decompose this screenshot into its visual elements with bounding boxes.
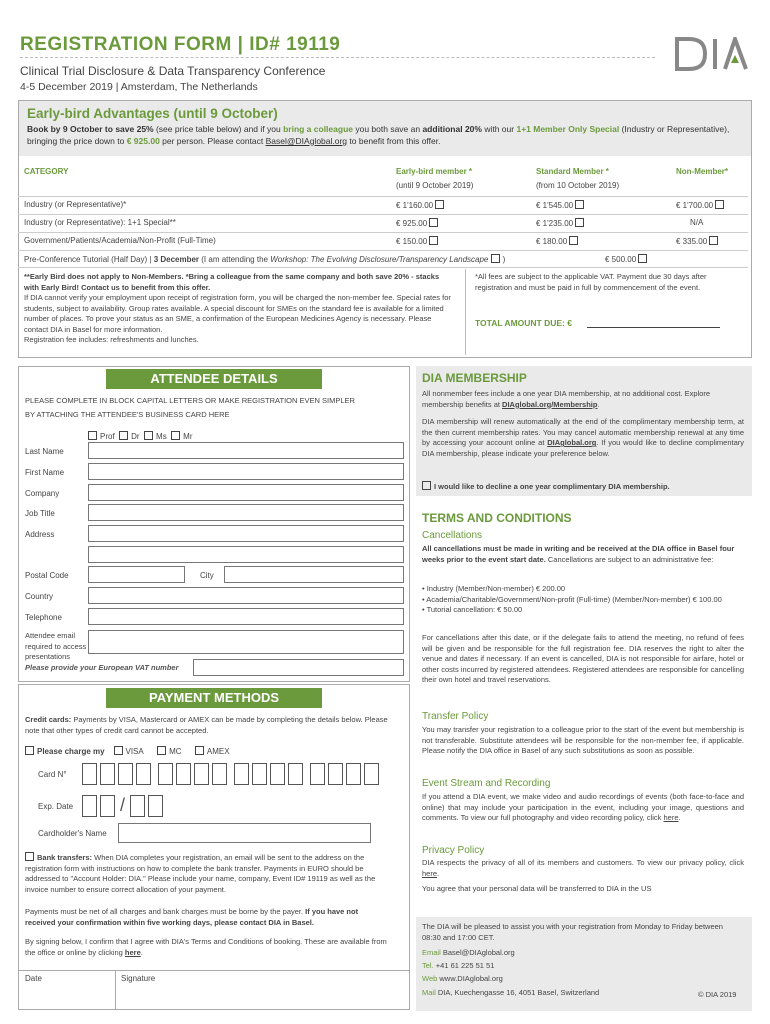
col-standard-sub: (from 10 October 2019) bbox=[536, 181, 620, 190]
recording-policy-link[interactable]: here bbox=[663, 813, 679, 822]
telephone-label: Telephone bbox=[25, 613, 62, 622]
postal-code-label: Postal Code bbox=[25, 571, 69, 580]
row-label: Government/Patients/Academia/Non-Profit (Full-Time) bbox=[24, 236, 216, 245]
privacy-heading: Privacy Policy bbox=[422, 845, 485, 856]
price-non-gov[interactable]: € 335.00 bbox=[676, 236, 721, 248]
payment-title: PAYMENT METHODS bbox=[106, 688, 322, 708]
cancellation-after: For cancellations after this date, or if the delegate fails to attend the meeting, no refund of fees will be given and be responsible for the full registration fee. DIA reserves the right to alter the venue and dates if necessary. If an event is cancelled, DIA is not responsible for airfare, hotel or other costs incurred by registered attendees. Registered attendees are responsible for cancelling their own hotel and travel reservations. bbox=[422, 633, 744, 684]
early-bird-title: Early-bird Advantages (until 9 October) bbox=[27, 106, 278, 121]
terms-title: TERMS AND CONDITIONS bbox=[422, 511, 572, 525]
col-non-member: Non-Member* bbox=[676, 167, 729, 176]
membership-text-2: DIA membership will renew automatically at the end of the complimentary membership term, at the then current membership rates. You may cancel automatic membership renewal at any time by accessing your account online at DIAglobal.org. If you would like to decline complimentary DIA membership, please indicate your preference below. bbox=[422, 417, 744, 458]
cancellations-text: All cancellations must be made in writing and be received at the DIA office in Basel four weeks prior to the event start date. Cancellations are subject to an administrative fee: bbox=[422, 544, 735, 564]
contact-mail: Mail DIA, Kuechengasse 16, 4051 Basel, Switzerland bbox=[422, 988, 600, 997]
cardholder-input[interactable] bbox=[118, 823, 371, 843]
transfer-heading: Transfer Policy bbox=[422, 711, 489, 722]
credit-cards-text: Credit cards: Payments by VISA, Mastercard or AMEX can be made by completing the details below. Please note that other types of credit card cannot be accepted. bbox=[25, 715, 388, 735]
terms-agreement: By signing below, I confirm that I agree with DIA's Terms and Conditions of booking. These are available from the office or online by clicking here. bbox=[25, 937, 387, 957]
notes: **Early Bird does not apply to Non-Members. *Bring a colleague from the same company and both save 20% - stacks with Early Bird! Contact us to benefit from this offer. If DIA cannot verify your employment upon receipt of registration form, you will be charged the non-member fee. Special rates for students, subject to availability. Group rates available. A special discount for SMEs on the standard fee is available for a limited number of places. To prove your status as an SME, a confirmation of the European Medicines Agency is necessary. Please contact DIA in Basel for more information. Registration fee includes: refreshments and lunches. bbox=[24, 272, 451, 344]
col-standard: Standard Member * bbox=[536, 167, 609, 176]
telephone-input[interactable] bbox=[88, 608, 404, 625]
payment-fees: Payments must be net of all charges and bank charges must be borne by the payer. If you have not received your confirmation within five working days, please contact DIA in Basel. bbox=[25, 907, 359, 927]
total-amount-label: TOTAL AMOUNT DUE: € bbox=[475, 318, 572, 328]
first-name-label: First Name bbox=[25, 468, 65, 477]
page-title: REGISTRATION FORM | ID# 19119 bbox=[20, 34, 341, 55]
price-early-special[interactable]: € 925.00 bbox=[396, 218, 441, 230]
stream-text: If you attend a DIA event, we make video and audio recordings of events (both face-to-face and online) that may include your participation in the event, including your image, questions and comments. To view our full photography and video recording policy, click here. bbox=[422, 792, 744, 822]
vat-input[interactable] bbox=[193, 659, 404, 676]
job-title-input[interactable] bbox=[88, 504, 404, 521]
price-early-industry[interactable]: € 1'160.00 bbox=[396, 200, 447, 212]
signature-label: Signature bbox=[121, 974, 156, 983]
contact-web[interactable]: Web www.DIAglobal.org bbox=[422, 974, 503, 983]
address-input-1[interactable] bbox=[88, 525, 404, 542]
city-label: City bbox=[200, 571, 214, 580]
cancellations-heading: Cancellations bbox=[422, 530, 483, 541]
last-name-label: Last Name bbox=[25, 447, 64, 456]
vat-label: Please provide your European VAT number bbox=[25, 663, 179, 672]
decline-membership-checkbox[interactable]: I would like to decline a one year complimentary DIA membership. bbox=[422, 481, 670, 493]
last-name-input[interactable] bbox=[88, 442, 404, 459]
attendee-intro: PLEASE COMPLETE IN BLOCK CAPITAL LETTERS OR MAKE REGISTRATION EVEN SIMPLER BY ATTACHING THE ATTENDEE'S BUSINESS CARD HERE bbox=[25, 396, 355, 420]
dia-logo bbox=[675, 37, 750, 71]
contact-phone: Tel. +41 61 225 51 51 bbox=[422, 961, 495, 970]
cardholder-label: Cardholder's Name bbox=[38, 829, 107, 838]
contact-email[interactable]: Email Basel@DIAglobal.org bbox=[422, 948, 515, 957]
col-category: CATEGORY bbox=[24, 167, 69, 176]
contact-text: The DIA will be pleased to assist you with your registration from Monday to Friday between 08:30 and 17:00 CET. bbox=[422, 922, 723, 942]
email-input[interactable] bbox=[88, 630, 404, 654]
stream-heading: Event Stream and Recording bbox=[422, 778, 551, 789]
country-label: Country bbox=[25, 592, 54, 601]
early-bird-text: Book by 9 October to save 25% (see price table below) and if you bring a colleague you both save an additional 20% with our 1+1 Member Only Special (Industry or Representative), bringing the price down to € 925.00 per person. Please contact Basel@DIAglobal.org to benefit from this offer. bbox=[27, 124, 730, 146]
signature-field[interactable] bbox=[118, 985, 408, 1007]
exp-date-label: Exp. Date bbox=[38, 802, 74, 811]
privacy-text: DIA respects the privacy of all of its members and customers. To view our privacy policy, click here. bbox=[422, 858, 744, 878]
conference-name: Clinical Trial Disclosure & Data Transparency Conference bbox=[20, 64, 326, 78]
company-label: Company bbox=[25, 489, 60, 498]
price-non-special: N/A bbox=[690, 218, 704, 227]
address-input-2[interactable] bbox=[88, 546, 404, 563]
membership-title: DIA MEMBERSHIP bbox=[422, 371, 527, 385]
col-early-sub: (until 9 October 2019) bbox=[396, 181, 474, 190]
date-field[interactable] bbox=[20, 985, 113, 1007]
conference-date: 4-5 December 2019 | Amsterdam, The Netherlands bbox=[20, 81, 258, 93]
vat-note: *All fees are subject to the applicable VAT. Payment due 30 days after registration and must be paid in full by commencement of the event. bbox=[475, 272, 707, 292]
price-std-gov[interactable]: € 180.00 bbox=[536, 236, 581, 248]
price-non-industry[interactable]: € 1'700.00 bbox=[676, 200, 727, 212]
country-input[interactable] bbox=[88, 587, 404, 604]
date-label: Date bbox=[25, 974, 42, 983]
privacy-policy-link[interactable]: here bbox=[422, 868, 438, 878]
terms-link[interactable]: here bbox=[124, 947, 141, 957]
row-label: Industry (or Representative)* bbox=[24, 200, 127, 209]
price-std-industry[interactable]: € 1'545.00 bbox=[536, 200, 587, 212]
col-early: Early-bird member * bbox=[396, 167, 473, 176]
cancellation-fees: • Industry (Member/Non-member) € 200.00 • Academia/Charitable/Government/Non-profit (Full-time) (Member/Non-member) € 100.00 • Tutorial cancellation: € 50.00 bbox=[422, 584, 722, 614]
company-input[interactable] bbox=[88, 484, 404, 501]
bank-transfer[interactable]: Bank transfers: When DIA completes your registration, an email will be sent to the address on the registration form with instructions on how to complete the bank transfer. Payments in EURO should be addressed to "Account Holder: DIA." Please include your name, company, Event ID# 19119 as well as the invoice number to ensure correct allocation of your payment. bbox=[25, 853, 376, 894]
charge-options[interactable]: Please charge my VISA MC AMEX bbox=[25, 746, 230, 758]
address-label: Address bbox=[25, 530, 55, 539]
exp-date-input[interactable]: / bbox=[82, 795, 168, 817]
membership-text-1: All nonmember fees include a one year DIA membership, at no additional cost. Explore membership benefits at DIAglobal.org/Membership. bbox=[422, 389, 711, 409]
privacy-agree: You agree that your personal data will be transferred to DIA in the US bbox=[422, 884, 652, 893]
card-number-input[interactable] bbox=[82, 763, 372, 785]
city-input[interactable] bbox=[224, 566, 404, 583]
total-amount-field[interactable] bbox=[587, 327, 720, 328]
price-early-gov[interactable]: € 150.00 bbox=[396, 236, 441, 248]
job-title-label: Job Title bbox=[25, 509, 55, 518]
card-number-label: Card N° bbox=[38, 770, 67, 779]
price-std-special[interactable]: € 1'235.00 bbox=[536, 218, 587, 230]
postal-code-input[interactable] bbox=[88, 566, 185, 583]
title-options[interactable]: Prof Dr Ms Mr bbox=[88, 431, 192, 443]
email-label: Attendee email required to access presentations bbox=[25, 631, 87, 661]
tutorial-row[interactable]: Pre-Conference Tutorial (Half Day) | 3 December (I am attending the Workshop: The Evolving Disclosure/Transparency Landscape ) bbox=[24, 255, 506, 264]
transfer-text: You may transfer your registration to a colleague prior to the start of the event but membership is not transferable. Substitute attendees will be responsible for the non-member fee, if applicable. Please notify the DIA office in Basel of any such substitutions as soon as possible. bbox=[422, 725, 744, 755]
tutorial-price[interactable]: € 500.00 bbox=[605, 254, 650, 266]
attendee-title: ATTENDEE DETAILS bbox=[106, 369, 322, 389]
row-label: Industry (or Representative): 1+1 Special** bbox=[24, 218, 176, 227]
first-name-input[interactable] bbox=[88, 463, 404, 480]
copyright: © DIA 2019 bbox=[698, 990, 737, 999]
